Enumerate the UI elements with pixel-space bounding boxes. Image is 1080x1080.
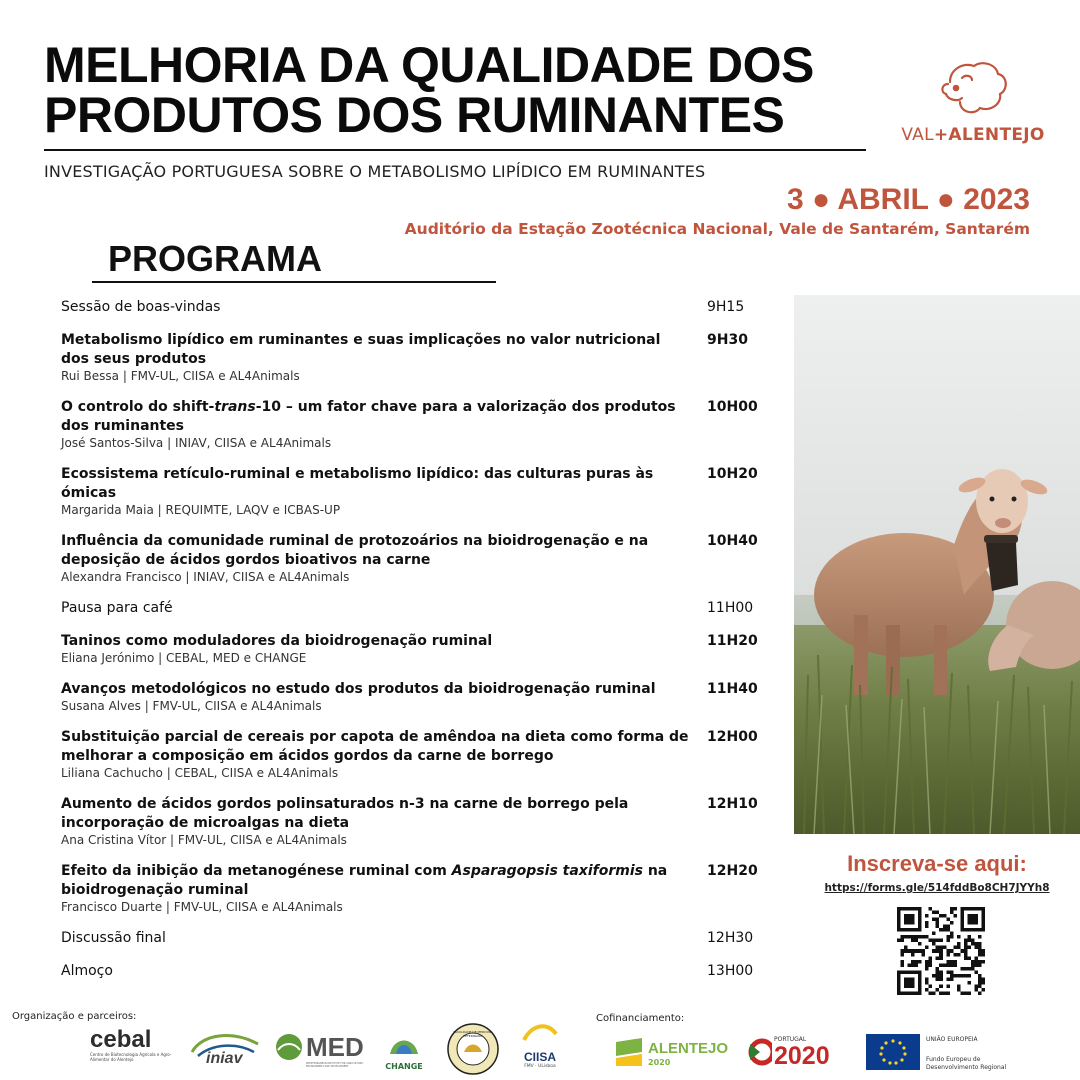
portugal2020-logo <box>748 1036 852 1072</box>
program-item <box>61 632 781 666</box>
ciisa-logo-sub: FMV · ULisboa <box>524 1064 556 1069</box>
program-item-title <box>61 398 691 436</box>
portugal2020-sub: PORTUGAL <box>774 1036 807 1043</box>
sheep-photo <box>794 295 1080 834</box>
program-item-title: Taninos como moduladores da bioidrogenação ruminal <box>61 633 493 649</box>
event-title <box>44 37 884 143</box>
program-item-text <box>61 465 691 518</box>
eu-feder-logo <box>866 1034 1026 1072</box>
program-item-speaker: José Santos-Silva | INIAV, CIISA e AL4Animals <box>61 436 332 450</box>
program-item-speaker: Liliana Cachucho | CEBAL, CIISA e AL4Animals <box>61 766 339 780</box>
program-item <box>61 862 781 915</box>
program-item-title: Substituição parcial de cereais por capota de amêndoa na dieta como forma de melhorar a composição em ácidos gordos da carne de borrego <box>61 729 689 764</box>
change-logo-name: CHANGE <box>385 1062 423 1071</box>
program-divider <box>92 281 496 283</box>
cebal-logo-name: cebal <box>90 1026 152 1053</box>
program-item-speaker: Ana Cristina Vítor | FMV-UL, CIISA e AL4Animals <box>61 833 347 847</box>
program-item-title: Influência da comunidade ruminal de protozoários na bioidrogenação e na deposição de ácidos gordos bioativos na carne <box>61 533 649 568</box>
program-item-title <box>61 862 691 900</box>
program-item-text <box>61 599 691 618</box>
iniav-logo-name: iniav <box>206 1050 243 1067</box>
eu-label: UNIÃO EUROPEIA <box>926 1036 978 1043</box>
event-title-line2: PRODUTOS DOS RUMINANTES <box>44 87 785 143</box>
title-divider <box>44 149 866 151</box>
alentejo2020-sub: 2020 <box>648 1058 671 1067</box>
program-schedule <box>61 298 781 995</box>
program-item-text <box>61 331 691 384</box>
program-item-speaker: Margarida Maia | REQUIMTE, LAQV e ICBAS-UP <box>61 503 341 517</box>
program-item <box>61 465 781 518</box>
program-item-time: 12H10 <box>707 796 758 812</box>
program-item <box>61 728 781 781</box>
program-item-time: 12H20 <box>707 863 758 879</box>
program-item-text <box>61 680 691 714</box>
register-link[interactable]: https://forms.gle/514fddBo8CH7JYYh8 <box>824 882 1050 894</box>
event-title-line1: MELHORIA DA QUALIDADE DOS <box>44 37 814 93</box>
med-logo-name: MED <box>306 1032 364 1062</box>
program-item-time: 12H30 <box>707 930 754 946</box>
event-date: 3 ● ABRIL ● 2023 <box>786 183 1030 216</box>
event-subtitle: INVESTIGAÇÃO PORTUGUESA SOBRE O METABOLISMO LIPÍDICO EM RUMINANTES <box>44 162 706 181</box>
program-item-time: 10H40 <box>707 533 758 549</box>
alentejo2020-name: ALENTEJO <box>648 1040 729 1057</box>
event-venue: Auditório da Estação Zootécnica Nacional, Vale de Santarém, Santarém <box>404 220 1030 238</box>
program-item <box>61 962 781 981</box>
qr-code[interactable] <box>897 907 985 995</box>
partners-label: Organização e parceiros: <box>12 1011 137 1022</box>
program-item-title-part: -10 – um fator chave para a valorização dos produtos dos ruminantes <box>61 399 676 434</box>
program-item-title: Almoço <box>61 963 113 979</box>
program-item-time: 11H00 <box>707 600 754 616</box>
program-item <box>61 599 781 618</box>
program-item-title-part: O controlo do shift- <box>61 399 215 415</box>
iniav-logo <box>188 1026 264 1072</box>
program-item <box>61 795 781 848</box>
program-item-speaker: Eliana Jerónimo | CEBAL, MED e CHANGE <box>61 651 307 665</box>
cofinancing-label: Cofinanciamento: <box>596 1013 685 1024</box>
program-item <box>61 532 781 585</box>
program-item-text <box>61 795 691 848</box>
program-item-time: 9H30 <box>707 332 748 348</box>
program-item-speaker: Francisco Duarte | FMV-UL, CIISA e AL4Animals <box>61 900 343 914</box>
program-item-text <box>61 929 691 948</box>
brand-wordmark <box>898 125 1048 145</box>
fmv-logo <box>446 1022 500 1076</box>
eu-fund-label: Fundo Europeu de Desenvolvimento Regional <box>926 1056 1007 1071</box>
program-item-title: Pausa para café <box>61 600 173 616</box>
program-item-title-italic: Asparagopsis taxiformis <box>451 863 643 879</box>
program-item-title: Aumento de ácidos gordos polinsaturados n-3 na carne de borrego pela incorporação de microalgas na dieta <box>61 796 629 831</box>
program-item <box>61 298 781 317</box>
program-item-text <box>61 632 691 666</box>
program-item-title: Sessão de boas-vindas <box>61 299 221 315</box>
ciisa-logo <box>518 1020 562 1069</box>
program-item-text <box>61 532 691 585</box>
fmv-logo-name: FACULDADE DE MEDICINA VETERINÁRIA <box>453 1030 493 1038</box>
program-item-speaker: Susana Alves | FMV-UL, CIISA e AL4Animals <box>61 699 322 713</box>
program-item-time: 11H40 <box>707 681 758 697</box>
portugal2020-name: 2020 <box>774 1042 830 1070</box>
program-item-title-part: Efeito da inibição da metanogénese ruminal com <box>61 863 452 879</box>
program-item-title: Discussão final <box>61 930 166 946</box>
brand-left: VAL <box>901 125 934 145</box>
val-alentejo-logo <box>898 56 1048 151</box>
program-heading: PROGRAMA <box>108 238 322 279</box>
program-item <box>61 680 781 714</box>
program-item-time: 11H20 <box>707 633 758 649</box>
program-item-text <box>61 398 691 451</box>
register-heading: Inscreva-se aqui: <box>847 851 1027 876</box>
program-item-text <box>61 728 691 781</box>
ciisa-logo-name: CIISA <box>523 1050 556 1064</box>
change-logo <box>384 1028 424 1071</box>
cebal-logo-sub: Centro de Biotecnologia Agrícola e Agro-Alimentar do Alentejo <box>90 1052 172 1062</box>
program-item-time: 12H00 <box>707 729 758 745</box>
cebal-logo <box>90 1028 180 1062</box>
program-item-speaker: Alexandra Francisco | INIAV, CIISA e AL4Animals <box>61 570 350 584</box>
program-item-title: Avanços metodológicos no estudo dos produtos da bioidrogenação ruminal <box>61 681 656 697</box>
program-item-text <box>61 862 691 915</box>
program-item-text <box>61 962 691 981</box>
program-item-speaker: Rui Bessa | FMV-UL, CIISA e AL4Animals <box>61 369 300 383</box>
sheep-logo-icon <box>936 56 1012 120</box>
program-item <box>61 929 781 948</box>
program-item-title-part: na bioidrogenação ruminal <box>61 863 668 898</box>
program-item-time: 13H00 <box>707 963 754 979</box>
program-item-time: 10H20 <box>707 466 758 482</box>
program-item-title-italic: trans <box>214 399 256 415</box>
program-item-title: Ecossistema retículo-ruminal e metabolismo lipídico: das culturas puras às ómicas <box>61 466 654 501</box>
brand-right: +ALENTEJO <box>933 125 1045 145</box>
program-item <box>61 398 781 451</box>
program-item-time: 9H15 <box>707 299 745 315</box>
program-item-title: Metabolismo lipídico em ruminantes e suas implicações no valor nutricional dos seus produtos <box>61 332 661 367</box>
program-item-time: 10H00 <box>707 399 758 415</box>
program-item-text <box>61 298 691 317</box>
med-logo-sub: MEDITERRANEAN INSTITUTE FOR AGRICULTURE, ENVIRONMENT AND DEVELOPMENT <box>306 1062 364 1068</box>
program-item <box>61 331 781 384</box>
